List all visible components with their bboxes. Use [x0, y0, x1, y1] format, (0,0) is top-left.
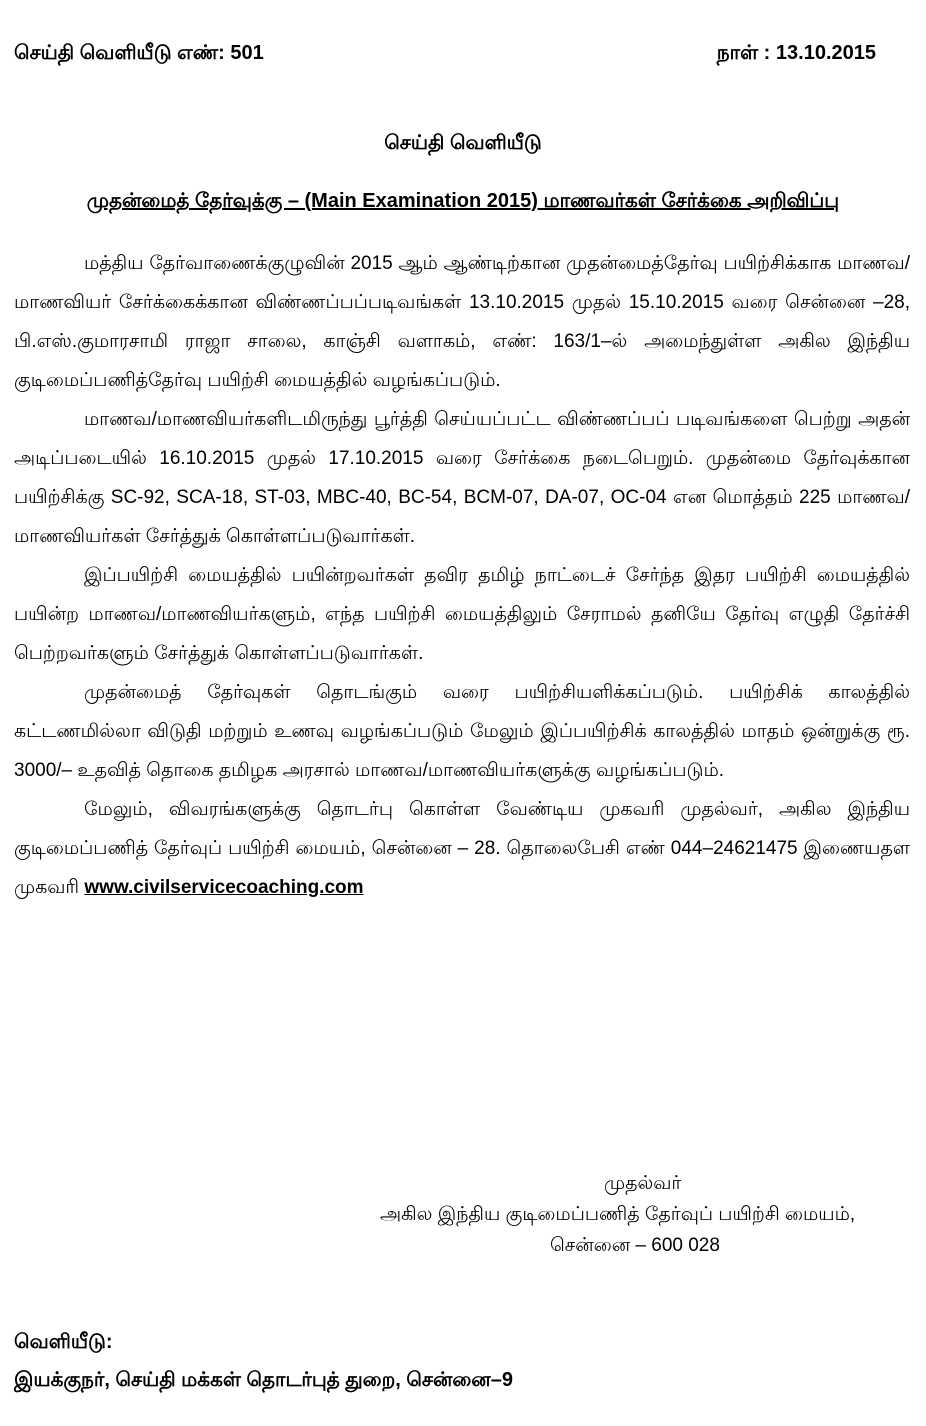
contact-text: மேலும், விவரங்களுக்கு தொடர்பு கொள்ள வேண்டிய முகவரி முதல்வர், அகில இந்திய குடிமைப்பணித் தேர்வுப் பயிற்சி மையம், சென்னை – 28. தொலைபேசி எண் 044–24621475 இணையதள முகவரி [14, 799, 910, 898]
paragraph-benefits: முதன்மைத் தேர்வுகள் தொடங்கும் வரை பயிற்சியளிக்கப்படும். பயிற்சிக் காலத்தில் கட்டணமில்லா விடுதி மற்றும் உணவு வழங்கப்படும் மேலும் இப்பயிற்சிக் காலத்தில் மாதம் ஒன்றுக்கு ரூ. 3000/– உதவித் தொகை தமிழக அரசால் மாணவ/மாணவியர்களுக்கு வழங்கப்படும். [14, 682, 910, 781]
release-number: செய்தி வெளியீடு எண்: 501 [14, 42, 264, 64]
paragraph-eligibility: இப்பயிற்சி மையத்தில் பயின்றவர்கள் தவிர தமிழ் நாட்டைச் சேர்ந்த இதர பயிற்சி மையத்தில் பயின்ற மாணவ/மாணவியர்களும், எந்த பயிற்சி மையத்திலும் சேராமல் தனியே தேர்வு எழுதி தேர்ச்சி பெற்றவர்களும் சேர்த்துக் கொள்ளப்படுவார்கள். [14, 565, 910, 664]
paragraph-contact [14, 790, 910, 907]
paragraph-application-forms: மத்திய தேர்வாணைக்குழுவின் 2015 ஆம் ஆண்டிற்கான முதன்மைத்தேர்வு பயிற்சிக்காக மாணவ/மாணவியர் சேர்க்கைக்கான விண்ணப்பப்படிவங்கள் 13.10.2015 முதல் 15.10.2015 வரை சென்னை –28, பி.எஸ்.குமாரசாமி ராஜா சாலை, காஞ்சி வளாகம், எண்: 163/1–ல் அமைந்துள்ள அகில இந்திய குடிமைப்பணித்தேர்வு பயிற்சி மையத்தில் வழங்கப்படும். [14, 253, 910, 391]
issuer-name: இயக்குநர், செய்தி மக்கள் தொடர்புத் துறை, சென்னை–9 [14, 1369, 513, 1391]
subject-heading: முதன்மைத் தேர்வுக்கு – (Main Examination 2015) மாணவர்கள் சேர்க்கை அறிவிப்பு [86, 190, 840, 212]
body-text [14, 244, 910, 907]
website-link[interactable]: www.civilservicecoaching.com [84, 877, 364, 898]
signatory-designation: முதல்வர் [604, 1173, 682, 1194]
signatory-institution: அகில இந்திய குடிமைப்பணித் தேர்வுப் பயிற்சி மையம், [380, 1204, 856, 1225]
document-title: செய்தி வெளியீடு [384, 132, 542, 154]
issuer-label: வெளியீடு: [14, 1331, 113, 1353]
signature-block [380, 1168, 920, 1261]
paragraph-admission: மாணவ/மாணவியர்களிடமிருந்து பூர்த்தி செய்யப்பட்ட விண்ணப்பப் படிவங்களை பெற்று அதன் அடிப்படையில் 16.10.2015 முதல் 17.10.2015 வரை சேர்க்கை நடைபெறும். முதன்மை தேர்வுக்கான பயிற்சிக்கு SC-92, SCA-18, ST-03, MBC-40, BC-54, BCM-07, DA-07, OC-04 என மொத்தம் 225 மாணவ/மாணவியர்கள் சேர்த்துக் கொள்ளப்படுவார்கள். [14, 409, 910, 547]
signatory-city: சென்னை – 600 028 [550, 1235, 720, 1256]
issuer-block [14, 1323, 814, 1399]
release-date: நாள் : 13.10.2015 [716, 42, 876, 64]
header-row [14, 38, 876, 68]
